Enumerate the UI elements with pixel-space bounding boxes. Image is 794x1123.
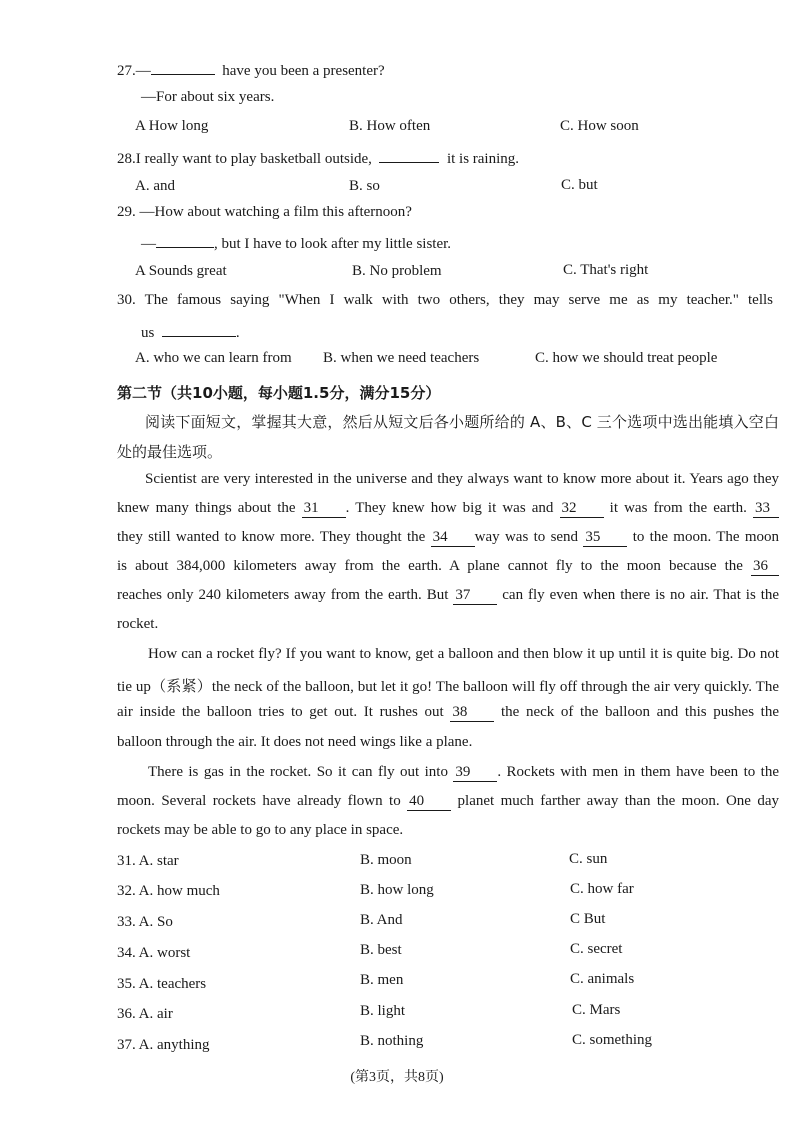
- passage-line: Scientist are very interested in the universe and they always want to know more about it. Years ago they: [145, 471, 779, 487]
- passage-text: the neck of the balloon and this pushes the: [500, 704, 779, 720]
- reply-text: —For about six years.: [141, 89, 275, 105]
- passage-text: There is gas in the rocket. So it can fly out into: [148, 764, 448, 780]
- option-34-b: B. best: [360, 942, 402, 958]
- blank-35: 35: [583, 529, 627, 547]
- answer-blank: [162, 322, 236, 337]
- dash: —: [135, 63, 151, 79]
- option-34-c: C. secret: [570, 941, 623, 957]
- question-30: [117, 292, 773, 309]
- page-footer: (第3页，共8页): [350, 1070, 444, 1085]
- blank-36: 36: [751, 558, 779, 576]
- passage-line: tie up（系紧）the neck of the balloon, but let it go! The balloon will fly off through the air very quickly. The: [117, 679, 779, 695]
- passage-text: way was to send: [474, 529, 579, 545]
- option-c: C. How soon: [560, 118, 639, 134]
- option-37-a: 37. A. anything: [117, 1037, 210, 1053]
- blank-31: 31: [302, 500, 346, 518]
- option-35-b: B. men: [360, 972, 404, 988]
- option-c: C. That's right: [563, 262, 649, 278]
- reply-text: , but I have to look after my little sister.: [214, 236, 452, 252]
- blank-40: 40: [407, 793, 451, 811]
- question-text: us: [141, 325, 155, 341]
- question-text: have you been a presenter?: [222, 63, 385, 79]
- option-c: C. but: [561, 177, 598, 193]
- blank-38: 38: [450, 704, 494, 722]
- passage-text: . They knew how big it was and: [345, 500, 554, 516]
- question-text: The famous saying "When I walk with two others, they may serve me as my teacher." tells: [144, 292, 773, 308]
- blank-39: 39: [453, 764, 497, 782]
- passage-text: it was from the earth.: [609, 500, 747, 516]
- option-31-a: 31. A. star: [117, 853, 179, 869]
- option-b: B. How often: [349, 118, 431, 134]
- option-36-b: B. light: [360, 1003, 406, 1019]
- option-32-c: C. how far: [570, 881, 634, 897]
- option-37-c: C. something: [572, 1032, 653, 1048]
- passage-line: [117, 558, 779, 576]
- option-32-b: B. how long: [360, 882, 434, 898]
- option-32-a: 32. A. how much: [117, 883, 220, 899]
- passage-text: they still wanted to know more. They thought the: [117, 529, 426, 545]
- passage-text: air inside the balloon tries to get out. It rushes out: [117, 704, 444, 720]
- option-36-a: 36. A. air: [117, 1006, 173, 1022]
- passage-text: moon. Several rockets have already flown to: [117, 793, 401, 809]
- question-30-cont: us .: [141, 322, 240, 342]
- option-b: B. when we need teachers: [323, 350, 480, 366]
- passage-line: [117, 500, 779, 518]
- question-29: [117, 204, 412, 221]
- option-b: B. so: [349, 178, 380, 194]
- question-number: 30.: [117, 292, 136, 308]
- option-33-c: C But: [570, 911, 606, 927]
- option-33-a: 33. A. So: [117, 914, 173, 930]
- passage-text: can fly even when there is no air. That is the: [502, 587, 780, 603]
- option-a: A. who we can learn from: [135, 350, 292, 366]
- instruction-line-1: 阅读下面短文，掌握其大意，然后从短文后各小题所给的 A、B、C 三个选项中选出能填入空白: [145, 413, 779, 431]
- option-35-c: C. animals: [570, 971, 635, 987]
- question-text-after: it is raining.: [446, 151, 520, 167]
- passage-line: How can a rocket fly? If you want to know, get a balloon and then blow it up until it is quite big. Do not: [148, 646, 779, 662]
- section-title: 第二节（共10小题，每小题1.5分，满分15分）: [117, 384, 441, 402]
- passage-text: knew many things about the: [117, 500, 296, 516]
- passage-text: reaches only 240 kilometers away from the earth. But: [117, 587, 449, 603]
- question-28: [117, 148, 519, 168]
- passage-line: [117, 704, 779, 722]
- passage-line: [117, 587, 779, 605]
- option-c: C. how we should treat people: [535, 350, 718, 366]
- option-36-c: C. Mars: [572, 1002, 621, 1018]
- answer-blank: [156, 233, 214, 248]
- passage-line: [148, 764, 779, 782]
- answer-blank: [151, 60, 215, 75]
- question-text: —How about watching a film this afternoon?: [139, 204, 412, 220]
- option-37-b: B. nothing: [360, 1033, 424, 1049]
- passage-text: planet much farther away than the moon. One day: [457, 793, 780, 809]
- question-text: I really want to play basketball outside,: [135, 151, 372, 167]
- passage-text: is about 384,000 kilometers away from the earth. A plane cannot fly to the moon because the: [117, 558, 743, 574]
- option-b: B. No problem: [352, 263, 442, 279]
- blank-34: 34: [431, 529, 475, 547]
- option-a: A How long: [135, 118, 209, 134]
- passage-line: balloon through the air. It does not need wings like a plane.: [117, 734, 473, 750]
- question-number: 29.: [117, 204, 136, 220]
- option-31-b: B. moon: [360, 852, 412, 868]
- blank-33: 33: [753, 500, 779, 518]
- question-number: 28.: [117, 151, 136, 167]
- option-a: A Sounds great: [135, 263, 227, 279]
- question-27: [117, 60, 385, 80]
- option-33-b: B. And: [360, 912, 403, 928]
- question-number: 27.: [117, 63, 136, 79]
- passage-line: [117, 529, 779, 547]
- reply-line: [141, 233, 451, 253]
- passage-text: . Rockets with men in them have been to the: [497, 764, 779, 780]
- passage-line: rocket.: [117, 616, 159, 632]
- option-35-a: 35. A. teachers: [117, 976, 207, 992]
- option-a: A. and: [135, 178, 175, 194]
- instruction-line-2: 处的最佳选项。: [117, 443, 223, 461]
- blank-37: 37: [453, 587, 497, 605]
- passage-text: to the moon. The moon: [632, 529, 780, 545]
- passage-line: rockets may be able to go to any place in space.: [117, 822, 404, 838]
- option-34-a: 34. A. worst: [117, 945, 191, 961]
- option-31-c: C. sun: [569, 851, 608, 867]
- blank-32: 32: [560, 500, 604, 518]
- passage-line: [117, 793, 779, 811]
- dash: —: [141, 236, 156, 252]
- answer-blank: [379, 148, 439, 163]
